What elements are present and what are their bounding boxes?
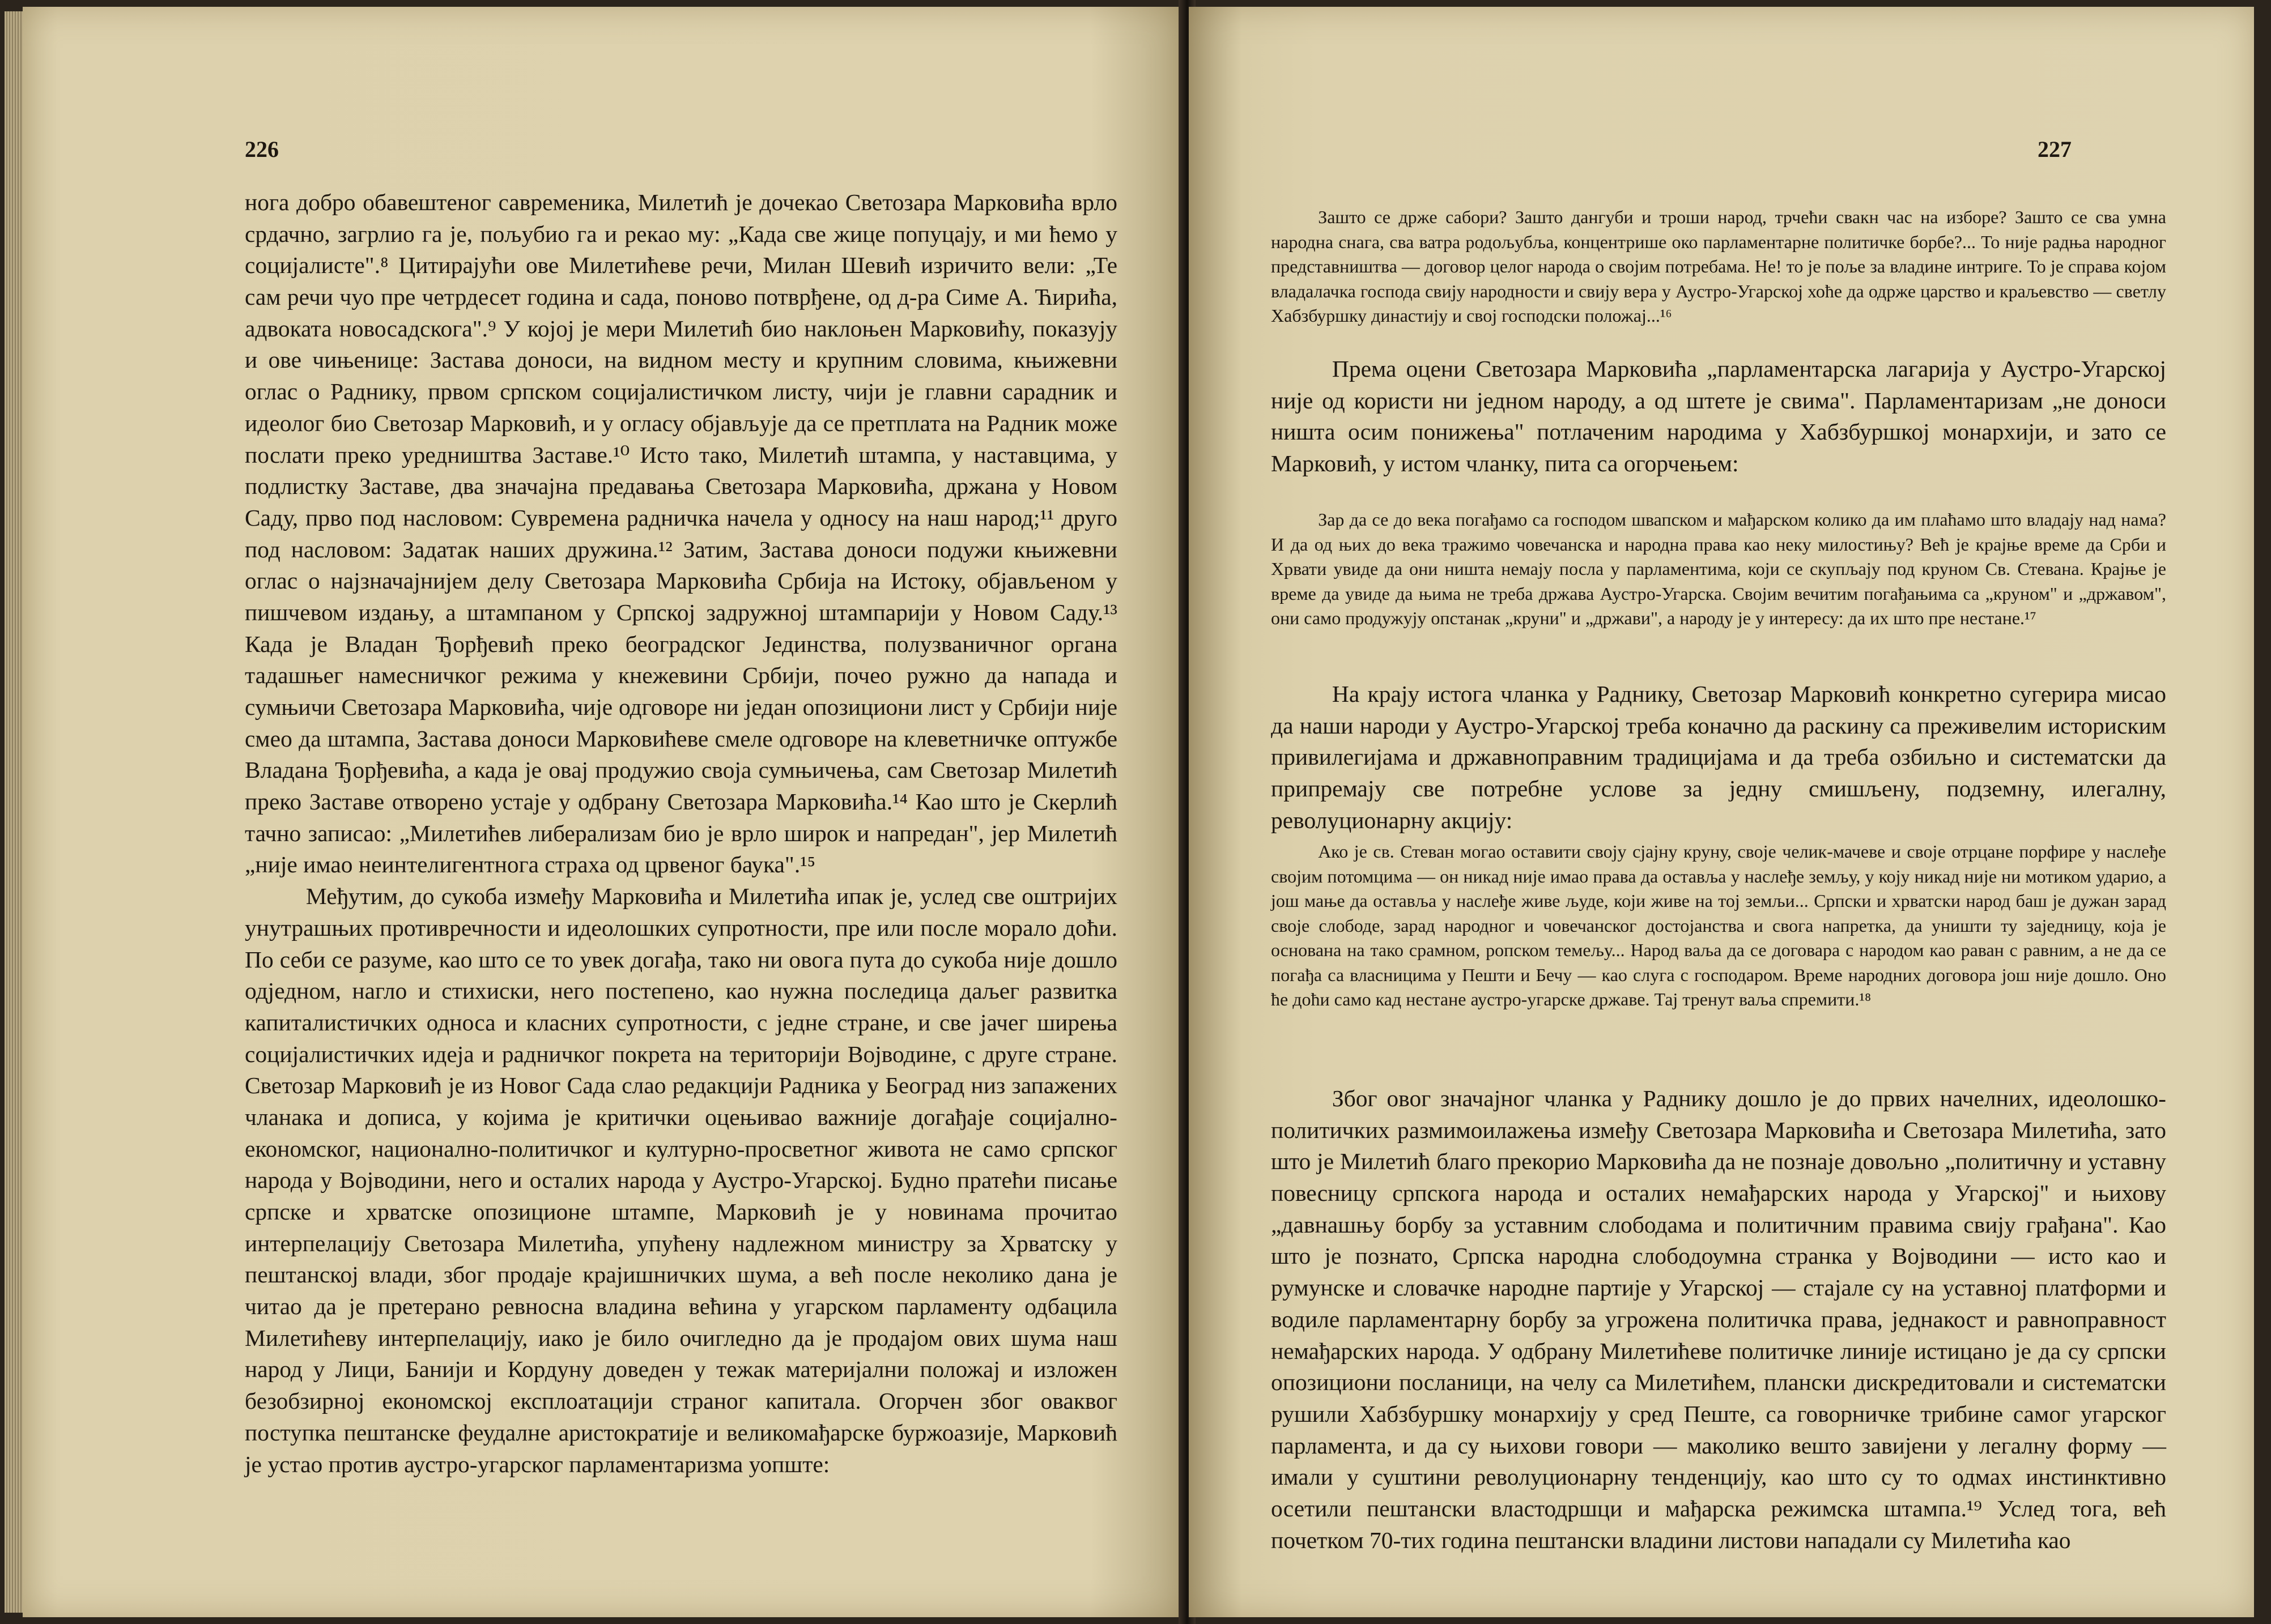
left-page-body <box>245 187 1117 1480</box>
right-quote-2 <box>1271 508 2166 631</box>
left-page-number: 226 <box>245 137 279 162</box>
right-paragraph-3 <box>1271 1083 2166 1556</box>
paragraph-text-2: На крају истога чланка у Раднику, Светозар Марковић конкретно сугерира мисао да наши народи у Аустро-Угарској треба коначно да раскину са преживелим историским привилегијама и државноправним традицијама и да треба озбиљно и систематски да припремају све потребне услове за једну смишљену, подземну, илегалну, револуционарну акцију: <box>1271 681 2166 833</box>
left-paragraph-2: Међутим, до сукоба између Марковића и Милетића ипак је, услед све оштријих унутрашњих противречности и идеолошких супротности, пре или после морало доћи. По себи се разуме, као што се то увек догађа, тако ни овога пута до сукоба није дошло одједном, нагло и стихиски, него постепено, као нужна последица даљег развитка капиталистичких односа и класних супротности, с једне стране, и све јачег ширења социјалистичких идеја и радничког покрета на територији Војводине, с друге стране. Светозар Марковић је из Новог Сада слао редакцији Радника у Београд низ запажених чланака и дописа, у којима је критички оцењивао важније догађаје социјално-економског, национално-политичког и културно-просветног живота не само српског народа у Војводини, него и осталих народа у Аустро-Угарској. Будно пратећи писање српске и хрватске опозиционе штампе, Марковић је у новинама прочитао интерпелацију Светозара Милетића, упућену надлежном министру за Хрватску у пештанској влади, због продаје крајишничких шума, а већ после неколико дана је читао да је претерано ревносна владина већина у угарском парламенту одбацила Милетићеву интерпелацију, иако је било очигледно да је продајом ових шума наш народ у Лици, Банији и Кордуну доведен у тежак материјални положај и изложен безобзирној економској експлоатацији страног капитала. Огорчен због оваквог поступка пештанске феудалне аристократије и великомађарске буржоазије, Марковић је устао против аустро-угарског парламентаризма уопште: <box>245 883 1117 1477</box>
left-page <box>23 7 1183 1617</box>
quote-text-3: Ако је св. Стеван могао оставити своју сјајну круну, своје челик-мачеве и своје отрцане порфире у наслеђе својим потомцима — он никад није имао права да оставља у наслеђе земљу, у коју никад није ни мотиком ударио, а још мање да оставља у наслеђе живе људе, који живе на тој земљи... Српски и хрватски народ баш је дужан зарад своје слободе, зарад народног и човечанског достојанства и свога напретка, да уништи ту заједницу, која је основана на тако срамном, ропском темељу... Народ ваља да се договара с народом као раван с равним, а не да се погађа са власницима у Пешти и Бечу — као слуга с господаром. Време народних договора још није дошло. Оно ће доћи само кад нестане аустро-угарске државе. Тај тренут ваља спремити.¹⁸ <box>1271 841 2166 1010</box>
right-quote-1 <box>1271 205 2166 329</box>
quote-text-1: Зашто се држе сабори? Зашто дангуби и троши народ, трчећи свакн час на изборе? Зашто се сва умна народна снага, сва ватра родољубља, концентрише око парламентарне политичке борбе?... То није радња народног представништва — договор целог народа о својим потребама. Не! то је поље за владине интриге. То је справа којом владалачка господа свију народности и свију вера у Аустро-Угарској хоће да одрже царство и краљевство — светлу Хабзбуршку династију и свој господски положај...¹⁶ <box>1271 207 2166 326</box>
paragraph-text-1: Према оцени Светозара Марковића „парламентарска лагарија у Аустро-Угарској није од користи ни једном народу, а од штете је свима". Парламентаризам „не доноси ништа осим понижења" потлаченим народима у Хабзбуршкој монархији, и зато се Марковић, у истом чланку, пита са огорчењем: <box>1271 356 2166 477</box>
right-paragraph-2 <box>1271 679 2166 836</box>
paragraph-text-3: Због овог значајног чланка у Раднику дошло је до првих начелних, идеолошко-политичких размимоилажења између Светозара Марковића и Светозара Милетића, зато што је Милетић благо прекорио Марковића да не познаје довољно „политичну и уставну повесницу српскога народа и осталих немађарских народа у Угарској" и њихову „давнашњу борбу за уставним слободама и политичним правима свију грађана". Као што је познато, Српска народна слободоумна странка у Војводини — исто као и румунске и словачке народне партије у Угарској — стајале су на уставној платформи и водиле парламентарну борбу за угрожена политичка права, једнакост и равноправност немађарских народа. У одбрану Милетићеве политичке линије истицано је да су српски опозициони посланици, на челу са Милетићем, плански дискредитовали и систематски рушили Хабзбуршку монархију у сред Пеште, са говорничке трибине самог угарског парламента, и да су њихови говори — маколико вешто завијени у легалну форму — имали у суштини револуционарну тенденцију, као што су то одмах инстинктивно осетили пештански властодршци и мађарска режимска штампа.¹⁹ Услед тога, већ почетком 70-тих година пештански владини листови нападали су Милетића као <box>1271 1085 2166 1553</box>
right-page <box>1189 7 2254 1617</box>
right-paragraph-1 <box>1271 353 2166 480</box>
right-page-number: 227 <box>2038 137 2072 162</box>
left-paragraph-1: нога добро обавештеног савременика, Милетић је дочекао Светозара Марковића врло срдачно, загрлио га је, пољубио га и рекао му: „Када све жице попуцају, и ми ћемо у социјалисте".⁸ Цитирајући ове Милетићеве речи, Милан Шевић изричито вели: „Те сам речи чуо пре четрдесет година и сада, поново потврђене, од д-ра Симе А. Ћирића, адвоката новосадскога".⁹ У којој је мери Милетић био наклоњен Марковићу, показују и ове чињенице: Застава доноси, на видном месту и крупним словима, књижевни оглас о Раднику, првом српском социјалистичком листу, чији је главни сарадник и идеолог био Светозар Марковић, и у огласу објављује да се претплата на Радник може послати преко уредништва Заставе.¹⁰ Исто тако, Милетић штампа, у наставцима, у подлистку Заставе, два значајна предавања Светозара Марковића, држана у Новом Саду, прво под насловом: Сувремена радничка начела у односу на наш народ;¹¹ друго под насловом: Задатак наших дружина.¹² Затим, Застава доноси подужи књижевни оглас о најзначајнијем делу Светозара Марковића Србија на Истоку, објављеном у пишчевом издању, а штампаном у Српској задружној штампарији у Новом Саду.¹³ Када је Владан Ђорђевић преко београдског Јединства, полузваничног органа тадашњег намесничког режима у кнежевини Србији, почео ружно да напада и сумњичи Светозара Марковића, чије одговоре ни један опозициони лист у Србији није смео да штампа, Застава доноси Марковићеве смеле одговоре на клеветничке оптужбе Владана Ђорђевића, а када је овај продужио своја сумњичења, сам Светозар Милетић преко Заставе отворено устаје у одбрану Светозара Марковића.¹⁴ Као што је Скерлић тачно записао: „Милетићев либерализам био је врло широк и напредан", јер Милетић „није имао неинтелигентнога страха од црвеног баука".¹⁵ <box>245 189 1117 878</box>
right-quote-3 <box>1271 839 2166 1012</box>
quote-text-2: Зар да се до века погађамо са господом швапском и мађарском колико да им плаћамо што владају над нама? И да од њих до века тражимо човечанска и народна права као неку милостињу? Већ је крајње време да Срби и Хрвати увиде да они ништа немају посла у парламентима, који се скупљају под круном Св. Стевана. Крајње је време да увиде да њима не треба држава Аустро-Угарска. Својим вечитим погађањима са „круном" и „државом", они само продужују опстанак „круни" и „држави", а народу је у интересу: да их што пре нестане.¹⁷ <box>1271 509 2166 629</box>
page-edges <box>5 11 24 1613</box>
